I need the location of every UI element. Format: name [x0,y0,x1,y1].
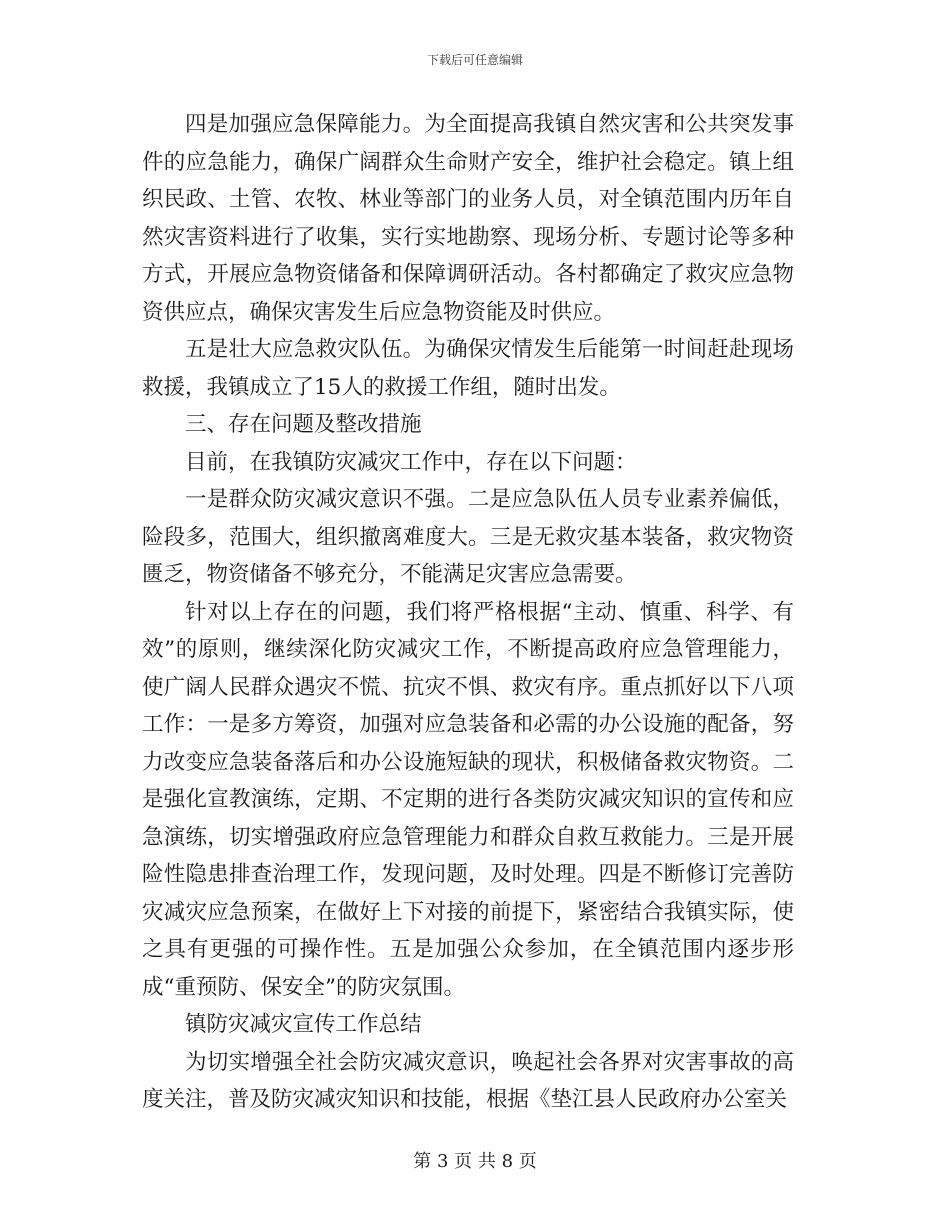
section-heading-problems: 三、存在问题及整改措施 [185,412,422,437]
page-number-footer: 第 3 页 共 8 页 [413,1151,537,1172]
paragraph-current-issues-intro: 目前，在我镇防灾减灾工作中，存在以下问题： [185,449,637,475]
document-body [142,106,794,1119]
paragraph-issues-list: 一是群众防灾减灾意识不强。二是应急队伍人员专业素养偏低，险段多，范围大，组织撤离难度大。三是无救灾基本装备，救灾物资匮乏，物资储备不够充分，不能满足灾害应急需要。 [142,487,794,587]
paragraph-emergency-support: 四是加强应急保障能力。为全面提高我镇自然灾害和公共突发事件的应急能力，确保广阔群众生命财产安全，维护社会稳定。镇上组织民政、土管、农牧、林业等部门的业务人员，对全镇范围内历年自然灾害资料进行了收集，实行实地勘察、现场分析、专题讨论等多种方式，开展应急物资储备和保障调研活动。各村都确定了救灾应急物资供应点，确保灾害发生后应急物资能及时供应。 [142,112,794,325]
document-title-publicity-summary: 镇防灾减灾宣传工作总结 [185,1012,422,1037]
paragraph-publicity-intro: 为切实增强全社会防灾减灾意识，唤起社会各界对灾害事故的高度关注，普及防灾减灾知识和技能，根据《垫江县人民政府办公室关 [142,1049,794,1112]
paragraph-rectification-measures: 针对以上存在的问题，我们将严格根据“主动、慎重、科学、有效”的原则，继续深化防灾减灾工作，不断提高政府应急管理能力，使广阔人民群众遇灾不慌、抗灾不惧、救灾有序。重点抓好以下八项工作：一是多方筹资，加强对应急装备和必需的办公设施的配备，努力改变应急装备落后和办公设施短缺的现状，积极储备救灾物资。二是强化宣教演练，定期、不定期的进行各类防灾减灾知识的宣传和应急演练，切实增强政府应急管理能力和群众自救互救能力。三是开展险性隐患排查治理工作，发现问题，及时处理。四是不断修订完善防灾减灾应急预案，在做好上下对接的前提下，紧密结合我镇实际，使之具有更强的可操作性。五是加强公众参加，在全镇范围内逐步形成“重预防、保安全”的防灾氛围。 [142,599,794,1000]
page-header: 下载后可任意编辑 [426,53,523,67]
paragraph-rescue-team: 五是壮大应急救灾队伍。为确保灾情发生后能第一时间赶赴现场救援，我镇成立了15人的救援工作组，随时出发。 [142,337,794,400]
